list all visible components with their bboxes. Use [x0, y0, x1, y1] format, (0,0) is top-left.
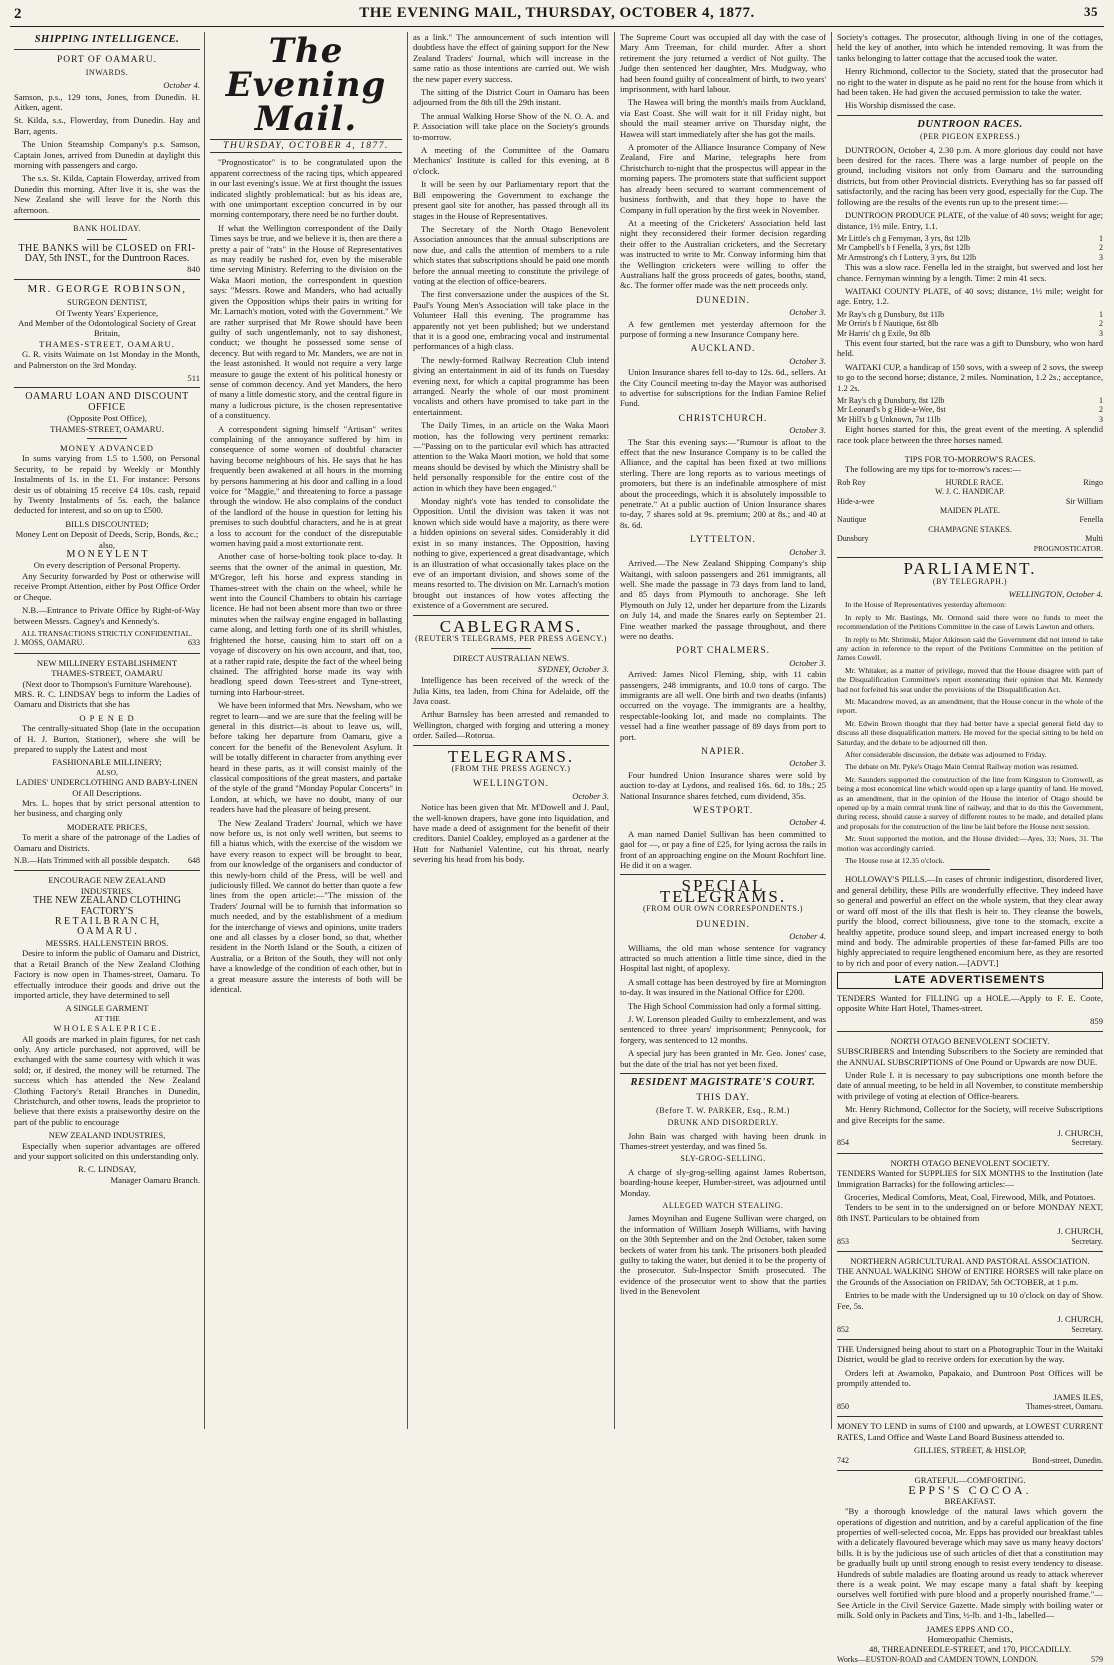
photographic-tour-ad: THE Undersigned being about to start on a Photographic Tour in the Waitaki District, would be glad to receive orders for execution by the way. Orders left at Awamoko, Papakaio, and Duntroon Post Offices will be promptly attended to. JAMES ILES, 850 Thames-street, Oamaru. [837, 1343, 1103, 1411]
article-paragraph: The Daily Times, in an article on the Waka Maori motion, has the following very pertinent remarks:—"Passing on to the particular evil which has attracted attention to the Waka Maori motion, we hold that some means should be devised by which the Ministry shall be held personally responsible for the entire cost of the action in which they have been engaged." [413, 420, 609, 493]
newspaper-header-title: THE EVENING MAIL, THURSDAY, OCTOBER 4, 1877. [359, 5, 755, 21]
tenders-ad: TENDERS Wanted for FILLING up a HOLE.—Apply to F. E. Coote, opposite White Hart Hotel, Thames-street. 859 [837, 992, 1103, 1027]
dateline-place: DUNEDIN. [696, 295, 750, 306]
benevolent-society-ad: NORTH OTAGO BENEVOLENT SOCIETY. SUBSCRIBERS and Intending Subscribers to the Society are reminded that the ANNUAL SUBSCRIPTIONS of One Pound or Upwards are now DUE. Under Rule I. it is necessary to pay subscriptions one month before the date of annual meeting, to be held in all November, to constitute membership with privilege of voting at election of Office-bearers. Mr. Henry Richmond, Collector for the Society, will receive Subscriptions and give Receipts for the same. J. CHURCH, 854 Secretary. [837, 1035, 1103, 1148]
bank-holiday-ad: THE BANKS will be CLOSED on FRI- DAY, 5th INST., for the Duntroon Races. 840 [18, 242, 200, 275]
loan-office-ad: OAMARU LOAN AND DISCOUNT OFFICE (Opposite Post Office), THAMES-STREET, OAMARU. MONEY ADVANCED In sums varying from 1.5 to 1.500, on Personal Security, to be repaid by Weekly or Monthly Instalments of 1s. in the £1. For instance: Persons desir us of obtaining 15 receive £4 10s. cash, repaid by Twenty Instalments of 5s. each, the balance deducted for interest, and so on up to £500. BILLS DISCOUNTED; Money Lent on Deposit of Deeds, Scrip, Bonds, &c.; also, M O N E Y L E N T On every description of Personal Property. Any Security forwarded by Post or otherwise will receive Prompt Attention, either by Post Office Order or Cheque. N.B.—Entrance to Private Office by Right-of-Way between Messrs. Cagney's and Kennedy's. ALL TRANSACTIONS STRICTLY CONFIDENTIAL. J. MOSS, OAMARU. 633 [14, 391, 200, 648]
article-paragraph: Society's cottages. The prosecutor, although living in one of the cottages, held the key of another, into which he intended removing. It was from the tanks belonging to latter cottage that the accused took the water. [837, 32, 1103, 63]
special-telegrams-heading: SPECIAL TELEGRAMS. [659, 876, 787, 906]
millinery-ad: NEW MILLINERY ESTABLISHMENT THAMES-STREET, OAMARU (Next door to Thompson's Furniture Warehouse). MRS. R. C. LINDSAY begs to inform the Ladies of Oamaru and Districts that she has O P E N E D The centrally-situated Shop (late in the occupation of H. J. Burton, Stationer), where she will be prepared to supply the Latest and most FASHIONABLE MILLINERY; ALSO, LADIES' UNDERCLOTHING AND BABY-LINEN Of All Descriptions. Mrs. L. hopes that by strict personal attention to her business, and charging only MODERATE PRICES, To merit a share of the patronage of the Ladies of Oamaru and Districts. N.B.—Hats Trimmed with all possible despatch. 648 [14, 657, 200, 866]
article-paragraph: A correspondent signing himself "Artisan" writes complaining of the annoyance suffered by him in consequence of some women of doubtful character having become neighbours of his. He says that he has frequently been awakened at all hours in the morning by persons hammering at his door and calling in a loud voice for "Maggie," and threatening to force a passage through the window. He also complains of the conduct of the landlord of the house in question for letting his premises to such doubtful characters, and he is at great a loss to account for the conduct of the disreputable women having paid a most extortionate rent. [210, 423, 402, 549]
race-results: Mr Ray's ch g Dunsbury, 8st 11lb 1 Mr Orrin's b f Nautique, 6st 8lb 2 Mr Harris' ch g Exile, 9st 8lb 3 [837, 309, 1103, 338]
bank-holiday-heading: BANK HOLIDAY. [73, 224, 141, 234]
dateline: October 4. [163, 80, 200, 91]
tips-heading: TIPS FOR TO-MORROW'S RACES. [904, 454, 1036, 465]
page-number: 2 [14, 6, 22, 22]
article-paragraph: Henry Richmond, collector to the Society, stated that the prosecutor had no right to the water in dispute as he paid no rent for the house from which it had been taken. He had given the accused permission to take the water. [837, 66, 1103, 98]
agricultural-association-ad: NORTHERN AGRICULTURAL AND PASTORAL ASSOCIATION. THE ANNUAL WALKING SHOW of ENTIRE HORSES will take place on the Grounds of the Association on FRIDAY, 5th OCTOBER, at 1 p.m. Entries to be made with the Undersigned up to 10 o'clock on day of Show. Fee, 5s. J. CHURCH, 852 Secretary. [837, 1256, 1103, 1334]
folio-number: 35 [1084, 4, 1098, 19]
article-paragraph: We have been informed that Mrs. Newsham, who we regret to learn—and we are sure that the feeling will be general in this district—is about to leave us, will, before taking her departure from Oamaru, give a concert for the benefit of the Benevolent Asylum. It will be totally different in character from anything ever heard in these parts, as it will consist mainly of the classical compositions of the great masters, and partake of the style of the grand "Monday Popular Concerts" in London, at which, we have no doubt, many of our readers have had the pleasure of being present. [210, 700, 402, 815]
dentist-ad: MR. GEORGE ROBINSON, SURGEON DENTIST, Of Twenty Years' Experience, And Member of the Odontological Society of Great Britain, THAMES-STREET, OAMARU. G. R. visits Waimate on 1st Monday in the Month, and Palmerston on the 3rd Monday. 511 [14, 282, 200, 383]
article-paragraph: If what the Wellington correspondent of the Daily Times says be true, and we believe it is, then are there a pretty a pair of "rats" in the House of Representatives as may readily be rushed for, even by the miserable time serving Ministry. Referring to the division on the Waka Maori motion, the correspondent in question says: "Messrs. Rowe and Manders, who had actually given the Opposition whips their pairs in writing for Mr. Larnach's motion, voted with the Government." We are rather surprised that Mr Rowe should have been guilty of such ungentlemanly, not to say dishonest, conduct; we thought he possessed some sense of decency. But with regard to Mr. Manders, we are not in the least astonished. It would not require a very large measure to gauge the extent of his political honesty or sense of common decency. And yet Manders, the hero of many a little domestic story, and the central figure in many a ludicrous picture, is the chosen representative of a constituency. [210, 222, 402, 421]
column-5: Society's cottages. The prosecutor, although living in one of the cottages, held the key of another, into which he intended removing. It was from the tanks belonging to latter cottage that the accused took the water. Henry Richmond, collector to the Society, stated that the prosecutor had no right to the water in dispute as he paid no rent for the house from which it had been taken. He had given the accused permission to take the water. His Worship dismissed the case. DUNTROON RACES. (PER PIGEON EXPRESS.) DUNTROON, October 4, 2.30 p.m. A more glorious day could not have been desired for the races. There was a large number of people on the ground, including visitors not only from Oamaru and the surrounding districts, but from other Provincial districts. Everything has so far passed off satisfactorily, and the racing has been very good, especially for the Cup. The following are the results of the events run up to the present time:— DUNTROON PRODUCE PLATE, of the value of 40 sovs; weight for age; distance, 1½ mile. Entry, 1.1. Mr Little's ch g Fernyman, 3 yrs, 8st 12lb 1 Mr Campbell's b f Fenella, 3 yrs, 8st 12lb 2 Mr Armstrong's ch f Lottery, 3 yrs, 8st 12lb 3 This was a slow race. Fenella led in the straight, but swerved and lost her chance. Fernyman winning by a length. Time: 2 min 41 secs. WAITAKI COUNTY PLATE, of 40 sovs; distance, 1½ mile; weight for age. Entry, 1.2. Mr Ray's ch g Dunsbury, 8st 11lb 1 Mr Orrin's b f Nautique, 6st 8lb 2 Mr Harris' ch g Exile, 9st 8lb 3 This event four started, but the race was a gift to Dunsbury, who won hard held. WAITAKI CUP, a handicap of 150 sovs, with a sweep of 2 sovs, the sweep to go to the second horse; distance, 2 miles. Nomination, 1.2 2s.; acceptance, 1.2 2s. Mr Ray's ch g Dunsbury, 8st 12lb 1 Mr Leonard's b g Hide-a-Wee, 8st 2 Mr Hill's b g Unknown, 7st 11lb 3 Eight horses started for this, the great event of the meeting. A splendid race took place between the three horses named. TIPS FOR TO-MORROW'S RACES. The following are my tips for to-morrow's races:— Rob Roy HURDLE RACE. Ringo W. J. C. HANDICAP. Hide-a-wee Sir William MAIDEN PLATE. Nautique Fenella CHAMPAGNE STAKES. Dunsbury Multi PROGNOSTICATOR. PARLIAMENT. (BY TELEGRAPH.) WELLINGTON, October 4. In the House of Representatives yesterday afternoon: In reply to Mr. Bastings, Mr. Ormond said there were no funds to meet the recommendation of the Petitions Committee in the case of Lewis Lawton and others. In reply to Mr. Shrimski, Major Atkinson said the Government did not intend to take any action in reference to the report of the Petitions Committee on the petition of James Cowell. Mr. Whitaker, as a matter of privilege, moved that the House disagree with part of the Disqualification Committee's report exonerating their opinion that Mr. Kennedy had not forfeited his seat under the provisions of the Disqualification Act. Mr. Macandrew moved, as an amendment, that the House concur in the whole of the report. Mr. Edwin Brown thought that they had better have a special general field day to discuss all these disqualification matters. He moved for the special sitting to be held on Saturday, and the debate to be adjourned till then. After considerable discussion, the debate was adjourned to Friday. The debate on Mr. Pyke's Otago Main Central Railway motion was resumed. Mr. Saunders supported the construction of the line from Kingston to Cromwell, as being a most economical line which would open up a large quantity of land. He moved, as an amendment, that in the opinion of the House the interior of Otago should be opened up by a main central trunk line of railway, and that to do this the Government, during recess, should cause a survey of different routes to be made, and detailed plans and proposals for the construction of the line be laid before the House next session. Mr. Stout supported the motion, and the House divided:—Ayes, 33; Noes, 31. The motion was accordingly carried. The House rose at 12.35 o'clock. HOLLOWAY'S PILLS.—In cases of chronic indigestion, disordered liver, and general debility, these Pills are wonderfully effective. They indeed have so general and powerful an effect on the whole system, that they clear away or ward off most of the ills that flesh is heir to. They cleanse the bowels, purify the blood, correct biliousness, give tone to the stomach, excite a healthy appetite, produce sound sleep, and impart increased energy to both mind and body. The admirable properties of these far-famed Pills are too highly appreciated to require lengthened encomium here, as they are resorted to by rich and poor of every nation.—[ADVT.] LATE ADVERTISEMENTS TENDERS Wanted for FILLING up a HOLE.—Apply to F. E. Coote, opposite White Hart Hotel, Thames-street. 859 NORTH OTAGO BENEVOLENT SOCIETY. SUBSCRIBERS and Intending Subscribers to the Society are reminded that the ANNUAL SUBSCRIPTIONS of One Pound or Upwards are now DUE. Under Rule I. it is necessary to pay subscriptions one month before the date of annual meeting, to be held in all November, to constitute membership with privilege of voting at election of Office-bearers. Mr. Henry Richmond, Collector for the Society, will receive Subscriptions and give Receipts for the same. J. CHURCH, 854 Secretary. NORTH OTAGO BENEVOLENT SOCIETY. TENDERS Wanted for SUPPLIES for SIX MONTHS to the Institution (late Immigration Barracks) for the following articles:— Groceries, Medical Comforts, Meat, Coal, Firewood, Milk, and Potatoes. Tenders to be sent in to the undersigned on or before MONDAY NEXT, 8th INST. Particulars to be obtained from J. CHURCH, 853 Secretary. NORTHERN AGRICULTURAL AND PASTORAL ASSOCIATION. THE ANNUAL WALKING SHOW of ENTIRE HORSES will take place on the Grounds of the Association on FRIDAY, 5th OCTOBER, at 1 p.m. Entries to be made with the Undersigned up to 10 o'clock on day of Show. Fee, 5s. J. CHURCH, 852 Secretary. THE Undersigned being about to start on a Photographic Tour in the Waitaki District, would be glad to receive orders for execution by the way. Orders left at Awamoko, Papakaio, and Duntroon Post Offices will be promptly attended to. JAMES ILES, 850 Thames-street, Oamaru. MONEY TO LEND in sums of £100 and upwards, at LOWEST CURRENT RATES, Land Office and Waste Land Board Business attended to. GILLIES, STREET, & HISLOP, 742 Bond-street, Dunedin. GRATEFUL—COMFORTING. EPPS'S COCOA. BREAKFAST. "By a thorough knowledge of the natural laws which govern the operations of digestion and nutrition, and by a careful application of the fine properties of well-selected cocoa, Mr. Epps has provided our breakfast tables with a delicately flavoured beverage which may save us many heavy doctors' bills. It is by the judicious use of such articles of diet that a constitution may be gradually built up until strong enough to resist every tendency to disease. Hundreds of subtle maladies are floating around us ready to attack wherever there is a weak point. We may escape many a fatal shaft by keeping ourselves well fortified with pure blood and a properly nourished frame."—See Article in the Civil Service Gazette. Made simply with boiling water or milk. Sold only in Packets and Tins, ½-lb. and 1-lb., labelled— JAMES EPPS AND CO., Homœopathic Chemists, 48, THREADNEEDLE-STREET, and 170, PICCADILLY. Works—EUSTON-ROAD and CAMDEN TOWN, LONDON. 579 [837, 32, 1103, 1664]
race-results: Mr Little's ch g Fernyman, 3 yrs, 8st 12lb 1 Mr Campbell's b f Fenella, 3 yrs, 8st 12lb 2 Mr Armstrong's ch f Lottery, 3 yrs, 8st 12lb 3 [837, 233, 1103, 262]
shipping-heading: SHIPPING INTELLIGENCE. [34, 34, 180, 45]
shipping-entry: St. Kilda, s.s., Flowerday, from Dunedin. Hay and Barr, agents. [14, 115, 200, 136]
shipping-entry: Samson, p.s., 129 tons, Jones, from Dunedin. H. Aitken, agent. [14, 91, 200, 113]
article-paragraph: as a link." The announcement of such intention will doubtless have the effect of gaining support for the New Zealand Traders' Journal, which will increase in the same ratio as those intentions are carried out. We wish the new paper every success. [413, 32, 609, 84]
race-results: Mr Ray's ch g Dunsbury, 8st 12lb 1 Mr Leonard's b g Hide-a-Wee, 8st 2 Mr Hill's b g Unknown, 7st 11lb 3 [837, 396, 1103, 424]
dateline-place: CHRISTCHURCH. [678, 413, 768, 424]
dateline-place: WESTPORT. [692, 806, 754, 817]
column-rule [831, 32, 832, 1429]
article-paragraph: The annual Walking Horse Show of the N. O. A. and P. Association will take place on the Society's grounds to-morrow. [413, 110, 609, 142]
article-paragraph: It will be seen by our Parliamentary report that the Bill empowering the Government to exchange the present gaol site for another, has passed through all its stages in the House of Representatives. [413, 179, 609, 221]
rm-court-heading: RESIDENT MAGISTRATE'S COURT. [630, 1076, 816, 1088]
column-rule [407, 32, 408, 1429]
article-paragraph: Another case of horse-bolting took place to-day. It seems that the owner of the animal in question, Mr. M'Gregor, left his horse and express standing in Thames-street with the chain on the wheel, while he went into the Council Chambers to obtain his carriage licence. He had not been absent more than two or three minutes when the railway engine engaged in ballasting came along, and letting forth one of its shrill whistles, frightened the horse, causing him to start off on a voyage of discovery on his own account, and that, too, at a rather rapid rate, despite the fact of the wheel being chained. The affrighted horse made its way with headlong speed down Tees-street and Tyne-street, turning into Harbour-street. [210, 551, 402, 697]
article-paragraph: The New Zealand Traders' Journal, which we have now before us, is not only well written, but seems to fill a hiatus which, with the exercise of the wisdom we have every reason to expect will be brought to bear, from our knowledge of the organisers and conductor of this newly-born child of the Press, will be well and judiciously filled. We cannot do better than quote a few lines from the open article:—"The mission of the Traders' Journal will be to furnish that information so much needed, and by the establishment of a medium for the interchange of views and opinions, unite traders one and all classes by a closer bond, so that, whether resident in the North Island or the South, a citizen of Australia, or a Briton of the South, they will not only have a knowledge of the condition of each other, but in a great measure assure the interests of both will be identical. [210, 817, 402, 995]
column-2 [210, 32, 402, 1430]
newspaper-nameplate: The Evening Mail. [225, 31, 387, 139]
column-rule [204, 32, 205, 1429]
article-paragraph: A promoter of the Alliance Insurance Company of New Zealand, Fire and Marine, telegraphs here from Christchurch to-night that the prospectus will appear in the morning papers. The promoters state that sufficient support has already been secured to warrant commencement of business forthwith, and that they hope to have the Company in full operation by the first week in November. [620, 142, 826, 215]
dateline-place: PORT CHALMERS. [675, 646, 771, 657]
shipping-paragraph: The s.s. St. Kilda, Captain Flowerday, arrived from Dunedin this morning. After live it is, she was the New Zealand she will leave for the North this afternoon. [14, 173, 200, 215]
masthead [10, 4, 1104, 27]
money-to-lend-ad: MONEY TO LEND in sums of £100 and upwards, at LOWEST CURRENT RATES, Land Office and Waste Land Board Business attended to. GILLIES, STREET, & HISLOP, 742 Bond-street, Dunedin. [837, 1421, 1103, 1465]
dateline-place: LYTTELTON. [690, 535, 756, 546]
shipping-paragraph: The Union Steamship Company's p.s. Samson, Captain Jones, arrived from Dunedin at daylight this morning with passengers and cargo. [14, 139, 200, 171]
column-1 [14, 32, 200, 1430]
article-paragraph: The Secretary of the North Otago Benevolent Association announces that the annual subscriptions are now due, and calls the attention of members to a rule which states that subscriptions should be paid one month before the annual meeting to constitute the privilege of voting at the election of office-bearers. [413, 223, 609, 286]
article-paragraph: His Worship dismissed the case. [845, 100, 956, 111]
article-paragraph: "Prognosticator" is to be congratulated upon the apparent correctness of the racing tips, which appeared in our last evening's issue. We at first thought the issues indicated slightly problematical: but as his ideas are, with one unimportant exception concurred in by our morning contemporary, there need be no further doubt. [210, 157, 402, 220]
article-paragraph: At a meeting of the Cricketers' Association held last night they reconsidered their former decision regarding their offer to the Australian cricketers, and the Secretary was instructed to write to Mr. Conway informing him that the Wellington cricketers were willing to offer the Australians half the gross proceeds of gates, booths, stand, &c. The former offer made was the nett proceeds only. [620, 217, 826, 291]
article-paragraph: The first conversazione under the auspices of the St. Paul's Young Men's Association will take place in the Volunteer Hall this evening. The programme has apparently not yet been published; but we understand that it is a good one, embracing vocal and instrumental performances of a high class. [413, 289, 609, 352]
late-advertisements-heading: LATE ADVERTISEMENTS [837, 972, 1103, 988]
port-heading: PORT OF OAMARU. [56, 55, 158, 66]
clothing-factory-ad: ENCOURAGE NEW ZEALAND INDUSTRIES. THE NEW ZEALAND CLOTHING FACTORY'S R E T A I L B R A N C H, O A M A R U . MESSRS. HALLENSTEIN BROS. Desire to inform the public of Oamaru and District, that a Retail Branch of the New Zealand Clothing Factory is now open in Thames-street, Oamaru. To effectually introduce their goods and drive out the imported article, they have determined to sell A SINGLE GARMENT AT THE W H O L E S A L E P R I C E . All goods are marked in plain figures, for net cash only. Any article purchased, not approved, will be exchanged with the same courtesy with which it was sold; or, if desired, the money will be returned. The success which has attended the New Zealand Clothing Factory's Retail Branches in Dunedin, Christchurch, and other towns, leads the proprietor to believe that there exists a praiseworthy desire on the part of the public to encourage NEW ZEALAND INDUSTRIES, Especially when superior advantages are offered and your support solicited on this understanding only. R. C. LINDSAY, Manager Oamaru Branch. [14, 875, 200, 1185]
inwards-heading: INWARDS. [85, 67, 129, 77]
cablegrams-heading: CABLEGRAMS. [439, 616, 583, 636]
dateline-place: NAPIER. [701, 747, 745, 757]
column-3: as a link." The announcement of such intention will doubtless have the effect of gaining support for the New Zealand Traders' Journal, which will increase in the same ratio as those intentions are carried out. We wish the new paper every success. The sitting of the District Court in Oamaru has been adjourned from the 8th till the 29th instant. The annual Walking Horse Show of the N. O. A. and P. Association will take place on the Society's grounds to-morrow. A meeting of the Committee of the Oamaru Mechanics' Institute is called for this evening, at 8 o'clock. It will be seen by our Parliamentary report that the Bill empowering the Government to exchange the present gaol site for another, has passed through all its stages in the House of Representatives. The Secretary of the North Otago Benevolent Association announces that the annual subscriptions are now due, and calls the attention of members to a rule which states that subscriptions should be paid one month before the annual meeting to constitute the privilege of voting at the election of office-bearers. The first conversazione under the auspices of the St. Paul's Young Men's Association will take place in the Volunteer Hall this evening. The programme has apparently not yet been published; but we understand that it is a good one, embracing vocal and instrumental performances of a high class. The newly-formed Railway Recreation Club intend giving an entertainment in aid of its funds on Tuesday evening next, for which a capital programme has been arranged. Nearly the whole of our most prominent vocalists and others have promised to take part in the entertainment. The Daily Times, in an article on the Waka Maori motion, has the following very pertinent remarks:—"Passing on to the particular evil which has attracted attention to the Waka Maori motion, we hold that some means should be devised by which the Ministry shall be held personally responsible for the entire cost of the action in which they have been engaged." Monday night's vote has tended to consolidate the Opposition. Until the division was taken it was not known which side would have a majority, as there were a hidden opinions on several sides. Considerably it did exist in so many instances. The Opposition, having nothing to give, experienced a great disadvantage, which is an illustration of what occasionally takes place on the eve of an important division, and shows some of the means resorted to. The division on Mr. Larnach's motion brought out instances of how votes affecting the existence of a Government are secured. CABLEGRAMS. (REUTER'S TELEGRAMS, PER PRESS AGENCY.) DIRECT AUSTRALIAN NEWS. SYDNEY, October 3. Intelligence has been received of the wreck of the Julia Kitts, tea laden, from China for Adelaide, off the Java coast. Arthur Barnsley has been arrested and remanded to Wellington, charged with forging and uttering a money order. Sailed—Rotorua. TELEGRAMS. (FROM THE PRESS AGENCY.) WELLINGTON. October 3. Notice has been given that Mr. M'Dowell and J. Paul, the well-known drapers, have gone into liquidation, and have made a deed of assignment for the benefit of their creditors. Daniel Coakley, employed as a gardener at the Hutt for Nathaniel Valentine, cut his throat, nearly severing his head from his body. [413, 32, 609, 865]
article-paragraph: The sitting of the District Court in Oamaru has been adjourned from the 8th till the 29th instant. [413, 87, 609, 108]
telegrams-heading: TELEGRAMS. [447, 746, 575, 766]
article-paragraph: Monday night's vote has tended to consolidate the Opposition. Until the division was taken it was not known which side would have a majority, as there were a hidden opinions on several sides. Considerably it did exist in so many instances. The Opposition, having nothing to give, experienced a great disadvantage, which is an illustration of what occasionally takes place on the eve of an important division, and shows some of the means resorted to. The division on Mr. Larnach's motion brought out instances of how votes affecting the existence of a Government are secured. [413, 496, 609, 611]
article-paragraph: The newly-formed Railway Recreation Club intend giving an entertainment in aid of its funds on Tuesday evening next, for which a capital programme has been arranged. Nearly the whole of our most prominent vocalists and others have promised to take part in the entertainment. [413, 354, 609, 417]
article-paragraph: A meeting of the Committee of the Oamaru Mechanics' Institute is called for this evening, at 8 o'clock. [413, 145, 609, 176]
article-paragraph: The Supreme Court was occupied all day with the case of Mary Ann Treeman, for child murder. After a short retirement the jury returned a verdict of Not guilty. The Judge then sentenced her daughter, Mrs. Mudgway, who had been found guilty of concealment of birth, to two years' imprisonment, with hard labour. [620, 32, 826, 95]
epps-cocoa-ad: GRATEFUL—COMFORTING. EPPS'S COCOA. BREAKFAST. "By a thorough knowledge of the natural laws which govern the operations of digestion and nutrition, and by a careful application of the fine properties of well-selected cocoa, Mr. Epps has provided our breakfast tables with a delicately flavoured beverage which may save us many heavy doctors' bills. It is by the judicious use of such articles of diet that a constitution may be gradually built up until strong enough to resist every tendency to disease. Hundreds of subtle maladies are floating around us ready to attack wherever there is a weak point. We may escape many a fatal shaft by keeping ourselves well fortified with pure blood and a properly nourished frame."—See Article in the Civil Service Gazette. Made simply with boiling water or milk. Sold only in Packets and Tins, ½-lb. and 1-lb., labelled— JAMES EPPS AND CO., Homœopathic Chemists, 48, THREADNEEDLE-STREET, and 170, PICCADILLY. Works—EUSTON-ROAD and CAMDEN TOWN, LONDON. 579 [837, 1474, 1103, 1664]
tips-table: Rob Roy HURDLE RACE. Ringo W. J. C. HANDICAP. Hide-a-wee Sir William MAIDEN PLATE. Nautique Fenella CHAMPAGNE STAKES. Dunsbury Multi [837, 477, 1103, 544]
column-4: The Supreme Court was occupied all day with the case of Mary Ann Treeman, for child murder. After a short retirement the jury returned a verdict of Not guilty. The Judge then sentenced her daughter, Mrs. Mudgway, who had been found guilty of concealment of birth, to two years' imprisonment, with hard labour. The Hawea will bring the month's mails from Auckland, via East Coast. She will wait for it till Friday night, but should the mail steamer arrive on Thursday night, the Hawea will start immediately after she has got the mails. A promoter of the Alliance Insurance Company of New Zealand, Fire and Marine, telegraphs here from Christchurch to-night that the prospectus will appear in the morning papers. The promoters state that sufficient support has already been secured to warrant commencement of business forthwith, and that they hope to have the Company in full operation by the first week in November. At a meeting of the Cricketers' Association held last night they reconsidered their former decision regarding their offer to the Australian cricketers, and the Secretary was instructed to write to Mr. Conway informing him that the Wellington cricketers were willing to offer the Australians half the gross proceeds of gates, booths, stand, &c. The former offer made was the nett proceeds only. DUNEDIN. October 3. A few gentlemen met yesterday afternoon for the purpose of forming a new Insurance Company here. AUCKLAND. October 3. Union Insurance shares fell to-day to 12s. 6d., sellers. At the City Council meeting to-day the Mayor was authorised to advertise for subscriptions for the Indian Famine Relief Fund. CHRISTCHURCH. October 3. The Star this evening says:—"Rumour is afloat to the effect that the new Insurance Company is to be called the Alliance, and the capital has been fixed at two millions sterling. There are long reports as to various meetings of promoters, but there is an indefinable atmosphere of mist about the proceedings, which it is absolutely impossible to penetrate." At a public auction of Union Insurance shares to-day, 7 shares sold at 9s. premium; 200 at 8s.; and 40 at 8s. 6d. LYTTELTON. October 3. Arrived.—The New Zealand Shipping Company's ship Waitangi, with saloon passengers and 261 immigrants, all well. She made the passage in 73 days from land to land, and 85 days from Plymouth to anchorage. She left Plymouth on July 12, under her departure from the Lizards on July 14, and made the Snares early on September 21. Fine weather marked the passage throughout, and there were no deaths. PORT CHALMERS. October 3. Arrived: James Nicol Fleming, ship, with 11 cabin passengers, 248 immigrants, and 10.0 tons of cargo. The immigrants are all well. One birth and two deaths (infants) occurred on the voyage. The immigrants are a healthy, respectable-looking lot, and made no complaints. The vessel had a fine weather passage of 89 days from port to port. NAPIER. October 3. Four hundred Union Insurance shares were sold by auction to-day at Lydons, and realised 16s. 6d. to 18s.; 25 National Insurance shares fetched, cum dividend, 35s. WESTPORT. October 4. A man named Daniel Sullivan has been committed to gaol for —, or pay a fine of £25, for lying across the rails in front of an approaching engine on the Mount Rochfort line. He did it on a wager. SPECIAL TELEGRAMS. (FROM OUR OWN CORRESPONDENTS.) DUNEDIN. October 4. Williams, the old man whose sentence for vagrancy attracted so much attention a little time since, died in the Hospital last night, of apoplexy. A small cottage has been destroyed by fire at Mornington to-day. It was insured in the National Office for £200. The High School Commission had only a formal sitting. J. W. Lorenson pleaded Guilty to embezzlement, and was sentenced to three years' imprisonment; Pennycook, for forgery, was sentenced to 12 months. A special jury has been granted in Mr. Geo. Jones' case, but the date of the trial has not yet been fixed. RESIDENT MAGISTRATE'S COURT. THIS DAY. (Before T. W. PARKER, Esq., R.M.) DRUNK AND DISORDERLY. John Bain was charged with having been drunk in Thames-street yesterday, and was fined 5s. SLY-GROG-SELLING. A charge of sly-grog-selling against James Robertson, boarding-house keeper, Humber-street, was adjourned until Monday. ALLEGED WATCH STEALING. James Moynihan and Eugene Sullivan were charged, on the information of William Joseph Williams, with having on the 30th September and on the 2nd October, taken some beckets of water from his tank. The prisoners both pleaded guilty to taking the water, but denied it to be the property of the prosecutor. Sub-Inspector Smith prosecuted. The evidence of the prosecutor went to show that the parties lived in the Benevolent [620, 32, 826, 1297]
article-paragraph: The Hawea will bring the month's mails from Auckland, via East Coast. She will wait for it till Friday night, but should the mail steamer arrive on Thursday night, the Hawea will start immediately after she has got the mails. [620, 97, 826, 139]
issue-date: THURSDAY, OCTOBER 4, 1877. [210, 139, 402, 153]
benevolent-tenders-ad: NORTH OTAGO BENEVOLENT SOCIETY. TENDERS Wanted for SUPPLIES for SIX MONTHS to the Institution (late Immigration Barracks) for the following articles:— Groceries, Medical Comforts, Meat, Coal, Firewood, Milk, and Potatoes. Tenders to be sent in to the undersigned on or before MONDAY NEXT, 8th INST. Particulars to be obtained from J. CHURCH, 853 Secretary. [837, 1157, 1103, 1246]
column-rule [614, 32, 615, 1429]
duntroon-races-heading: DUNTROON RACES. [917, 118, 1023, 130]
holloway-ad: HOLLOWAY'S PILLS.—In cases of chronic indigestion, disordered liver, and general debility, these Pills are wonderfully effective. They indeed have so general and powerful an effect on the whole system, that they clear away or ward off most of the ills that flesh is heir to. They cleanse the bowels, purify the blood, correct biliousness, give tone to the stomach, excite a healthy appetite, produce sound sleep, and impart increased energy to both mind and body. The admirable properties of these far-famed Pills are too highly appreciated to require lengthened encomium here, as they are resorted to by rich and poor of every nation.—[ADVT.] [837, 874, 1103, 968]
parliament-heading: PARLIAMENT. [903, 559, 1037, 579]
dateline-place: AUCKLAND. [690, 344, 756, 355]
